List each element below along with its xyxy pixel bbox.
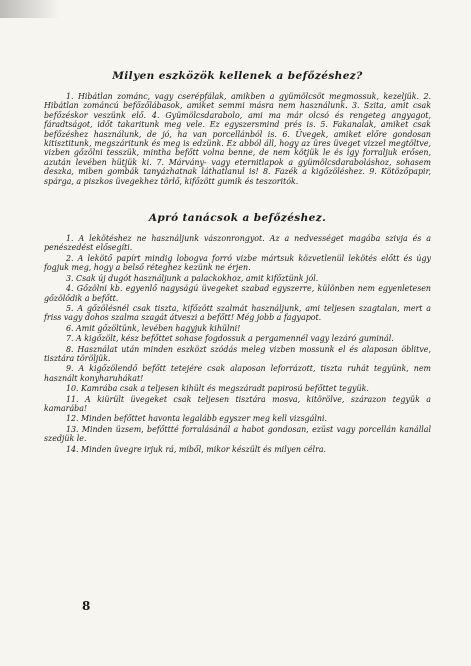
tip-item: 7. A kigőzölt, kész befőttet sohase fogdossuk a pergamennél vagy lezáró guminál.	[66, 334, 394, 344]
tips-list	[44, 234, 431, 454]
tip-item: 14. Minden üvegre irjuk rá, miből, mikor készült és milyen célra.	[66, 444, 327, 454]
tip-item: 9. A kigőzölendő befőtt tetejére csak alaposan leforrázott, tiszta ruhát tegyünk, nem használt konyharuhákat!	[44, 364, 431, 383]
tip-item: 4. Gőzölni kb. egyenlő nagyságú üvegeket szabad egyszerre, különben nem egyenletesen gőzölődik a befőtt.	[44, 284, 431, 303]
tip-item: 12. Minden befőttet havonta legalább egyszer meg kell vizsgálni.	[66, 414, 328, 424]
tip-item: 1. A lekötéshez ne használjunk vászonrongyot. Az a nedvességet magába szivja és a penészedést elősegíti.	[44, 234, 431, 253]
tip-item: 3. Csak új dugót használjunk a palackokhoz, amit kifőztünk jól.	[66, 273, 319, 283]
scan-smudge	[0, 0, 60, 18]
tip-item: 2. A lekötő papírt mindig lobogva forró vizbe mártsuk közvetlenül lekötés előtt és úgy fogjuk meg, hogy a belső réteghez kezünk ne érjen.	[44, 253, 431, 273]
tip-item: 13. Minden üzsem, befőttté forralásánál a habot gondosan, ezüst vagy porcellán kanállal szedjük le.	[44, 424, 431, 444]
tip-item: 8. Használat után minden eszközt szódás meleg vizben mossunk el és alaposan öblitve, tisztára töröljük.	[44, 344, 431, 363]
tip-item: 5. A gőzölésnél csak tiszta, kifőzött szalmát használjunk, ami teljesen szagtalan, mert a friss vagy dohos szalma szagát átveszi a befőtt! Még jobb a fagyapot.	[44, 303, 431, 323]
tip-item: 6. Amit gőzöltünk, levében hagyjuk kihülni!	[66, 323, 241, 333]
section-1-title: Milyen eszközök kellenek a befőzéshez?	[112, 70, 363, 82]
page-number: 8	[82, 599, 91, 613]
tip-item: 11. A kiürült üvegeket csak teljesen tisztára mosva, kitörölve, szárazon tegyük a kamarába!	[44, 394, 431, 413]
section-1-body: 1. Hibátlan zománc, vagy cserépfálak, amikben a gyümölcsöt megmossuk, kezeljük. 2. Hibátlan zománcú befőzőlábasok, amiket semmi másra nem használunk. 3. Szita, amit csak befőzéskor veszünk elő. 4. Gyümölcsdarabolo, ami ma már olcsó és rengeteg angyagot, fáradtságot, időt takaritunk meg vele. Ez egyszersmind prés is. 5. Fakanalak, amiket csak befőzéshez használunk, de jó, ha van porcellánból is. 6. Üvegek, amiket előre gondosan kitisztitunk, megszáritunk és meg is edzünk. Ez abból áll, hogy az üres üveget vizzel megtöltve, vizben gőzölni tesszük, mintha befőtt volna benne, de nem kötjük le és igy forraljuk erősen, azután levében hütjük ki. 7. Márvány- vagy eternitlapok a gyümölcsdaraboláshoz, sohasem deszka, miben gombák tanyázhatnak láthatlanul is! 8. Fazék a kigőzöléshez. 9. Kötözőpapir, spárga, a piszkos üvegekhez törlő, kifőzött gumik és teszoritók.	[44, 92, 431, 186]
tip-item: 10. Kamrába csak a teljesen kihült és megszáradt papirosú befőttet tegyük.	[66, 384, 369, 394]
section-2-title: Apró tanácsok a befőzéshez.	[148, 212, 327, 225]
